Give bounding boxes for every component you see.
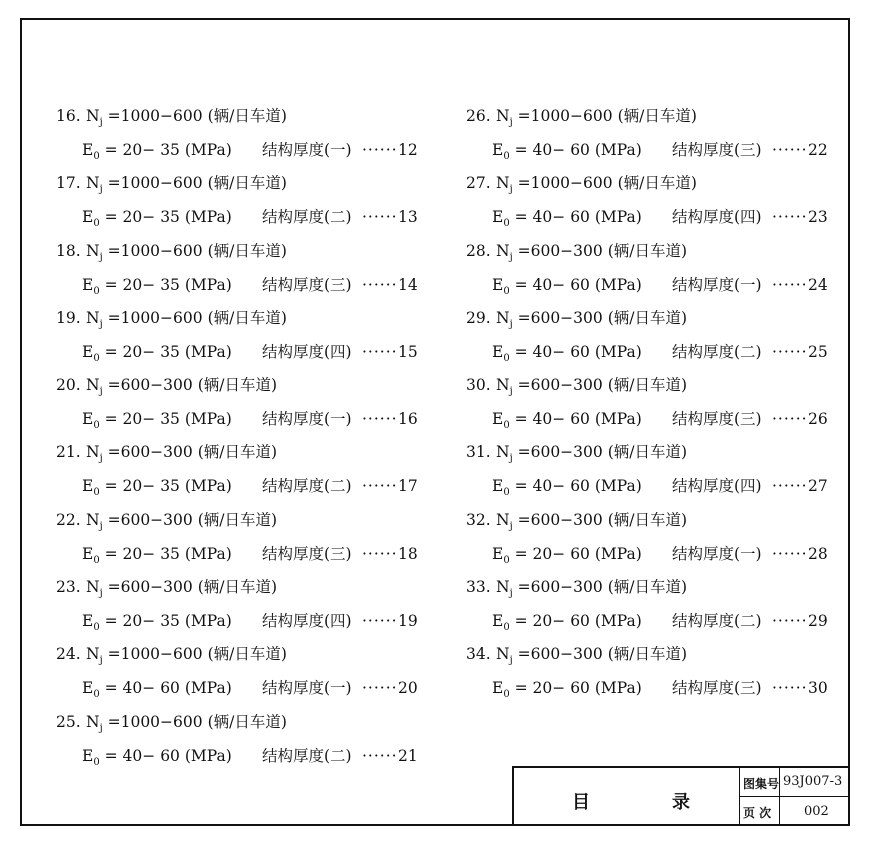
entry-page-number: 24	[808, 275, 828, 294]
e0-symbol: $E_0$	[82, 342, 100, 364]
toc-entry-modulus-line	[492, 407, 828, 431]
nj-symbol: $N_j$	[496, 376, 513, 398]
entry-page-number: 15	[398, 342, 418, 361]
modulus-unit: (MPa)	[594, 544, 642, 563]
traffic-unit: (辆/日车道)	[617, 107, 697, 125]
modulus-unit: (MPa)	[184, 342, 232, 361]
traffic-unit: (辆/日车道)	[207, 645, 287, 664]
toc-entry-modulus-line	[82, 273, 418, 297]
modulus-unit: (MPa)	[594, 612, 642, 631]
entry-number: 24.	[56, 645, 81, 664]
traffic-range: =600−300	[517, 443, 603, 462]
toc-entry	[56, 96, 436, 163]
leader-dots: ······	[772, 342, 808, 361]
entry-label: 结构厚度(二)	[262, 477, 352, 496]
e0-symbol: $E_0$	[492, 679, 510, 701]
toc-entry	[466, 567, 846, 634]
entry-number: 22.	[56, 510, 81, 529]
entry-label: 结构厚度(二)	[262, 208, 352, 227]
entry-page-number: 19	[398, 612, 418, 631]
modulus-range: = 40− 60	[104, 679, 180, 698]
traffic-range: =600−300	[107, 376, 193, 395]
toc-entry-modulus-line	[492, 205, 828, 229]
modulus-unit: (MPa)	[184, 679, 232, 698]
toc-entry-modulus-line	[492, 609, 828, 633]
nj-symbol: $N_j$	[496, 107, 513, 129]
leader-dots: ······	[362, 275, 398, 294]
entry-number: 27.	[466, 174, 491, 193]
modulus-range: = 20− 35	[104, 342, 180, 361]
toc-entry-traffic-line	[56, 306, 287, 330]
traffic-range: =1000−600	[107, 174, 203, 193]
entry-number: 32.	[466, 510, 491, 529]
traffic-range: =600−300	[107, 578, 193, 597]
nj-symbol: $N_j$	[86, 510, 103, 532]
entry-page-number: 21	[398, 746, 418, 765]
entry-label: 结构厚度(一)	[672, 544, 762, 563]
modulus-range: = 20− 35	[104, 544, 180, 563]
nj-symbol: $N_j$	[86, 578, 103, 600]
entry-number: 30.	[466, 376, 491, 395]
toc-entry-traffic-line	[466, 373, 687, 397]
entry-page-number: 29	[808, 612, 828, 631]
entry-number: 21.	[56, 443, 81, 462]
nj-symbol: $N_j$	[86, 443, 103, 465]
entry-page-number: 16	[398, 410, 418, 429]
traffic-unit: (辆/日车道)	[207, 712, 287, 731]
toc-entry-traffic-line	[466, 104, 697, 128]
leader-dots: ······	[772, 679, 808, 698]
toc-entry-modulus-line	[82, 340, 418, 364]
entry-number: 31.	[466, 443, 491, 462]
modulus-range: = 20− 35	[104, 477, 180, 496]
modulus-range: = 20− 60	[514, 544, 590, 563]
toc-entry	[56, 500, 436, 567]
modulus-unit: (MPa)	[594, 141, 642, 159]
toc-right-column	[466, 96, 846, 702]
entry-page-number: 22	[808, 141, 828, 159]
modulus-unit: (MPa)	[594, 208, 642, 227]
entry-label: 结构厚度(一)	[262, 410, 352, 429]
toc-entry	[56, 567, 436, 634]
traffic-range: =1000−600	[517, 107, 613, 125]
traffic-range: =600−300	[517, 578, 603, 597]
entry-label: 结构厚度(三)	[672, 679, 762, 698]
leader-dots: ······	[772, 275, 808, 294]
entry-label: 结构厚度(一)	[262, 141, 352, 159]
atlas-number-label: 图集号	[740, 768, 780, 797]
e0-symbol: $E_0$	[492, 612, 510, 634]
leader-dots: ······	[772, 544, 808, 563]
toc-entry-traffic-line	[466, 171, 697, 195]
modulus-range: = 40− 60	[514, 342, 590, 361]
toc-entry	[466, 231, 846, 298]
traffic-unit: (辆/日车道)	[207, 241, 287, 260]
modulus-range: = 40− 60	[514, 477, 590, 496]
toc-entry-modulus-line	[492, 340, 828, 364]
modulus-range: = 20− 60	[514, 612, 590, 631]
entry-number: 17.	[56, 174, 81, 193]
entry-number: 26.	[466, 107, 491, 125]
traffic-range: =600−300	[517, 645, 603, 664]
leader-dots: ······	[362, 208, 398, 227]
modulus-range: = 40− 60	[514, 141, 590, 159]
e0-symbol: $E_0$	[492, 208, 510, 230]
toc-entry-traffic-line	[56, 239, 287, 263]
modulus-range: = 20− 35	[104, 612, 180, 631]
toc-entry-traffic-line	[466, 239, 687, 263]
traffic-unit: (辆/日车道)	[207, 174, 287, 193]
toc-entry	[466, 96, 846, 163]
leader-dots: ······	[362, 679, 398, 698]
modulus-unit: (MPa)	[184, 746, 232, 765]
traffic-unit: (辆/日车道)	[197, 578, 278, 597]
leader-dots: ······	[362, 342, 398, 361]
toc-entry-traffic-line	[56, 104, 287, 128]
entry-page-number: 13	[398, 208, 418, 227]
entry-page-number: 17	[398, 477, 418, 496]
traffic-unit: (辆/日车道)	[617, 174, 697, 193]
entry-label: 结构厚度(一)	[672, 275, 762, 294]
leader-dots: ······	[362, 746, 398, 765]
entry-label: 结构厚度(四)	[672, 477, 762, 496]
modulus-range: = 40− 60	[514, 208, 590, 227]
modulus-unit: (MPa)	[184, 275, 232, 294]
entry-page-number: 20	[398, 679, 418, 698]
e0-symbol: $E_0$	[82, 477, 100, 499]
toc-entry-modulus-line	[82, 609, 418, 633]
traffic-range: =1000−600	[517, 174, 613, 193]
nj-symbol: $N_j$	[86, 308, 103, 330]
e0-symbol: $E_0$	[82, 410, 100, 432]
entry-label: 结构厚度(四)	[672, 208, 762, 227]
modulus-unit: (MPa)	[184, 612, 232, 631]
entry-label: 结构厚度(二)	[672, 612, 762, 631]
modulus-unit: (MPa)	[184, 477, 232, 496]
e0-symbol: $E_0$	[82, 275, 100, 297]
nj-symbol: $N_j$	[496, 645, 513, 667]
nj-symbol: $N_j$	[496, 174, 513, 196]
e0-symbol: $E_0$	[82, 679, 100, 701]
entry-label: 结构厚度(二)	[262, 746, 352, 765]
traffic-unit: (辆/日车道)	[207, 107, 287, 125]
toc-entry-modulus-line	[82, 138, 418, 162]
modulus-range: = 20− 35	[104, 208, 180, 227]
toc-entry-traffic-line	[56, 171, 287, 195]
nj-symbol: $N_j$	[86, 376, 103, 398]
entry-number: 25.	[56, 712, 81, 731]
traffic-unit: (辆/日车道)	[607, 645, 688, 664]
traffic-unit: (辆/日车道)	[207, 308, 287, 327]
traffic-unit: (辆/日车道)	[607, 376, 688, 395]
entry-page-number: 14	[398, 275, 418, 294]
entry-number: 29.	[466, 308, 491, 327]
modulus-range: = 20− 35	[104, 275, 180, 294]
toc-entry-traffic-line	[466, 440, 687, 464]
toc-entry-traffic-line	[56, 710, 287, 734]
traffic-range: =600−300	[517, 308, 603, 327]
e0-symbol: $E_0$	[82, 746, 100, 768]
nj-symbol: $N_j$	[86, 712, 103, 734]
entry-page-number: 12	[398, 141, 418, 159]
toc-entry	[466, 634, 846, 701]
toc-entry-modulus-line	[82, 205, 418, 229]
e0-symbol: $E_0$	[492, 342, 510, 364]
traffic-unit: (辆/日车道)	[607, 241, 688, 260]
nj-symbol: $N_j$	[496, 443, 513, 465]
modulus-unit: (MPa)	[594, 275, 642, 294]
entry-number: 16.	[56, 107, 81, 125]
title-block-title	[514, 768, 740, 826]
entry-number: 19.	[56, 308, 81, 327]
toc-entry	[56, 432, 436, 499]
toc-entry-modulus-line	[82, 474, 418, 498]
leader-dots: ······	[772, 141, 808, 159]
e0-symbol: $E_0$	[492, 141, 510, 163]
entry-number: 33.	[466, 578, 491, 597]
toc-entry-traffic-line	[466, 642, 687, 666]
e0-symbol: $E_0$	[492, 544, 510, 566]
modulus-range: = 40− 60	[514, 410, 590, 429]
traffic-unit: (辆/日车道)	[607, 308, 688, 327]
entry-number: 23.	[56, 578, 81, 597]
e0-symbol: $E_0$	[82, 141, 100, 163]
toc-entry-traffic-line	[56, 508, 277, 532]
traffic-range: =600−300	[517, 510, 603, 529]
entry-number: 18.	[56, 241, 81, 260]
entry-label: 结构厚度(三)	[262, 275, 352, 294]
modulus-unit: (MPa)	[594, 342, 642, 361]
toc-entry	[56, 231, 436, 298]
traffic-unit: (辆/日车道)	[607, 578, 688, 597]
nj-symbol: $N_j$	[496, 510, 513, 532]
traffic-range: =600−300	[517, 241, 603, 260]
toc-entry-traffic-line	[56, 575, 277, 599]
e0-symbol: $E_0$	[82, 544, 100, 566]
traffic-range: =1000−600	[107, 107, 203, 125]
traffic-range: =1000−600	[107, 645, 203, 664]
toc-left-column	[56, 96, 436, 769]
traffic-unit: (辆/日车道)	[197, 443, 278, 462]
traffic-range: =600−300	[107, 510, 193, 529]
toc-entry	[56, 365, 436, 432]
toc-entry-traffic-line	[56, 642, 287, 666]
title-block	[512, 766, 850, 826]
toc-entry	[56, 163, 436, 230]
toc-entry-traffic-line	[56, 373, 277, 397]
modulus-unit: (MPa)	[184, 410, 232, 429]
nj-symbol: $N_j$	[86, 174, 103, 196]
entry-number: 34.	[466, 645, 491, 664]
leader-dots: ······	[772, 612, 808, 631]
leader-dots: ······	[772, 208, 808, 227]
toc-entry	[466, 500, 846, 567]
traffic-range: =1000−600	[107, 712, 203, 731]
atlas-number-value: 93J007-3	[780, 768, 850, 797]
title-char-2: 录	[672, 792, 690, 813]
toc-entry-modulus-line	[82, 744, 418, 768]
modulus-unit: (MPa)	[184, 208, 232, 227]
leader-dots: ······	[362, 410, 398, 429]
leader-dots: ······	[772, 410, 808, 429]
toc-entry-modulus-line	[82, 676, 418, 700]
nj-symbol: $N_j$	[496, 308, 513, 330]
leader-dots: ······	[362, 612, 398, 631]
modulus-range: = 40− 60	[514, 275, 590, 294]
toc-entry	[56, 298, 436, 365]
e0-symbol: $E_0$	[82, 612, 100, 634]
modulus-unit: (MPa)	[184, 544, 232, 563]
entry-page-number: 28	[808, 544, 828, 563]
traffic-unit: (辆/日车道)	[607, 510, 688, 529]
leader-dots: ······	[772, 477, 808, 496]
entry-label: 结构厚度(一)	[262, 679, 352, 698]
e0-symbol: $E_0$	[492, 477, 510, 499]
traffic-range: =600−300	[107, 443, 193, 462]
toc-entry	[466, 432, 846, 499]
toc-entry-traffic-line	[466, 575, 687, 599]
entry-number: 28.	[466, 241, 491, 260]
entry-label: 结构厚度(三)	[262, 544, 352, 563]
modulus-unit: (MPa)	[184, 141, 232, 159]
modulus-range: = 20− 60	[514, 679, 590, 698]
toc-entry-traffic-line	[56, 440, 277, 464]
entry-label: 结构厚度(三)	[672, 141, 762, 159]
nj-symbol: $N_j$	[496, 578, 513, 600]
leader-dots: ······	[362, 141, 398, 159]
toc-entry	[56, 634, 436, 701]
entry-number: 20.	[56, 376, 81, 395]
entry-label: 结构厚度(二)	[672, 342, 762, 361]
toc-entry-modulus-line	[492, 474, 828, 498]
toc-entry	[56, 702, 436, 769]
modulus-unit: (MPa)	[594, 410, 642, 429]
toc-entry	[466, 163, 846, 230]
title-char-1: 目	[572, 792, 590, 813]
entry-label: 结构厚度(三)	[672, 410, 762, 429]
page-number-label: 页 次	[740, 797, 780, 826]
traffic-unit: (辆/日车道)	[607, 443, 688, 462]
modulus-unit: (MPa)	[594, 679, 642, 698]
toc-entry-traffic-line	[466, 508, 687, 532]
modulus-unit: (MPa)	[594, 477, 642, 496]
traffic-range: =1000−600	[107, 241, 203, 260]
e0-symbol: $E_0$	[82, 208, 100, 230]
entry-page-number: 30	[808, 679, 828, 698]
toc-entry-modulus-line	[492, 542, 828, 566]
modulus-range: = 20− 35	[104, 410, 180, 429]
entry-page-number: 18	[398, 544, 418, 563]
entry-page-number: 26	[808, 410, 828, 429]
traffic-unit: (辆/日车道)	[197, 376, 278, 395]
toc-entry-modulus-line	[492, 273, 828, 297]
nj-symbol: $N_j$	[86, 107, 103, 129]
toc-entry-modulus-line	[82, 407, 418, 431]
modulus-range: = 40− 60	[104, 746, 180, 765]
nj-symbol: $N_j$	[496, 241, 513, 263]
toc-entry-modulus-line	[492, 138, 828, 162]
traffic-range: =600−300	[517, 376, 603, 395]
entry-page-number: 23	[808, 208, 828, 227]
page-number-value: 002	[804, 804, 829, 819]
toc-entry	[466, 365, 846, 432]
nj-symbol: $N_j$	[86, 241, 103, 263]
leader-dots: ······	[362, 544, 398, 563]
entry-label: 结构厚度(四)	[262, 342, 352, 361]
traffic-range: =1000−600	[107, 308, 203, 327]
e0-symbol: $E_0$	[492, 410, 510, 432]
entry-page-number: 25	[808, 342, 828, 361]
e0-symbol: $E_0$	[492, 275, 510, 297]
toc-entry	[466, 298, 846, 365]
toc-entry-traffic-line	[466, 306, 687, 330]
modulus-range: = 20− 35	[104, 141, 180, 159]
entry-label: 结构厚度(四)	[262, 612, 352, 631]
nj-symbol: $N_j$	[86, 645, 103, 667]
toc-entry-modulus-line	[82, 542, 418, 566]
traffic-unit: (辆/日车道)	[197, 510, 278, 529]
leader-dots: ······	[362, 477, 398, 496]
entry-page-number: 27	[808, 477, 828, 496]
toc-entry-modulus-line	[492, 676, 828, 700]
